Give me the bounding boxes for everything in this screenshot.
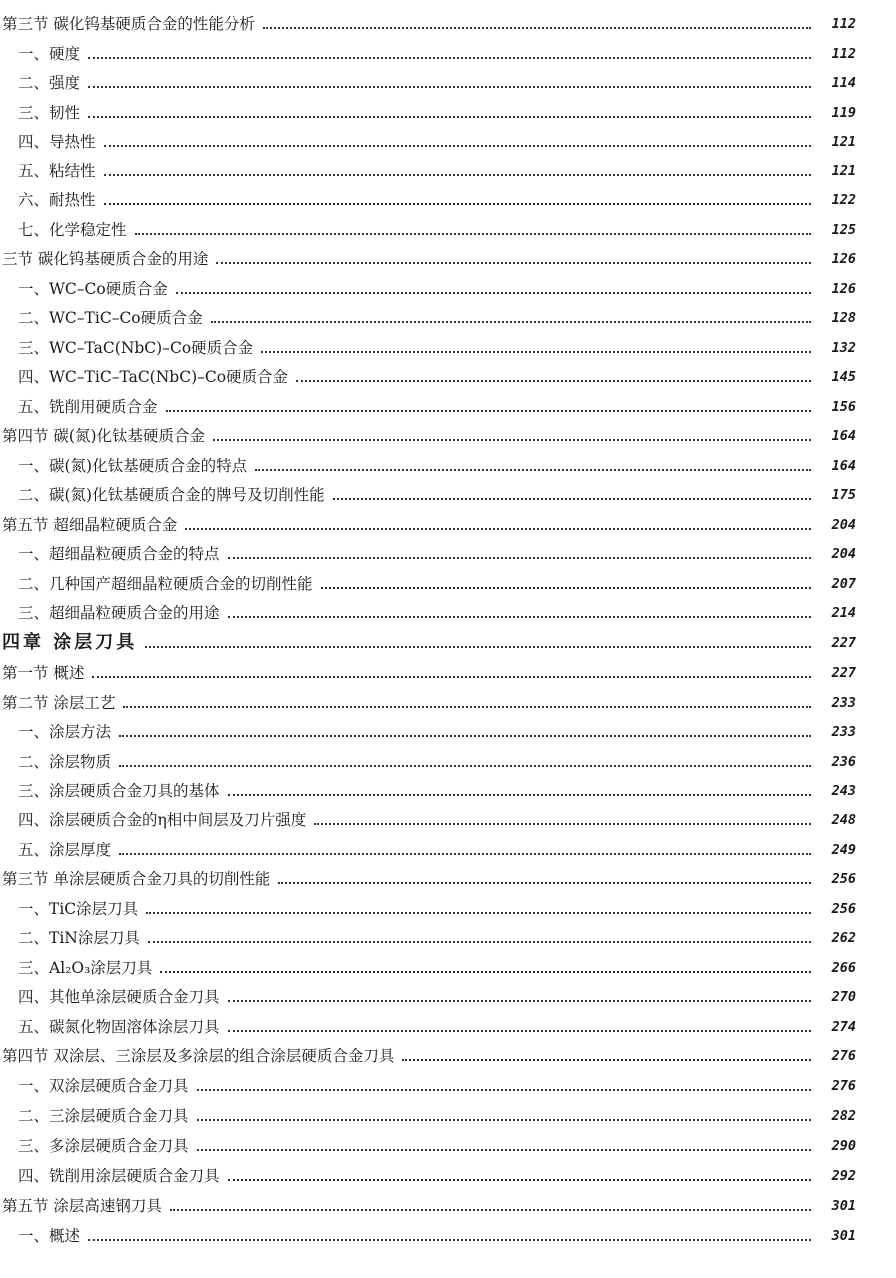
page-number: 233 (831, 724, 856, 740)
toc-section (2, 1040, 856, 1066)
page-number: 175 (831, 487, 856, 503)
toc-entry (18, 834, 856, 860)
toc-entry (18, 1130, 856, 1156)
page-number: 236 (831, 754, 856, 770)
page-number: 156 (831, 399, 856, 415)
toc-title: 四、导热性 (18, 133, 96, 151)
dot-leader (216, 262, 811, 264)
dot-leader (88, 116, 811, 118)
page-number: 132 (831, 340, 856, 356)
dot-leader (119, 853, 811, 855)
toc-entry (18, 214, 856, 240)
dot-leader (261, 351, 811, 353)
toc-section (2, 8, 856, 34)
toc-title: 一、硬度 (18, 45, 81, 63)
toc-entry (18, 952, 856, 978)
page-number: 125 (831, 222, 856, 238)
toc-entry (18, 597, 856, 623)
toc-title: 五、粘结性 (18, 162, 96, 180)
dot-leader (185, 528, 811, 530)
dot-leader (228, 557, 811, 559)
toc-section (2, 509, 856, 535)
page-number: 249 (831, 842, 856, 858)
dot-leader (228, 1030, 811, 1032)
dot-leader (176, 292, 811, 294)
toc-section (2, 420, 856, 446)
toc-title: 第三节 单涂层硬质合金刀具的切削性能 (2, 870, 271, 888)
dot-leader (333, 498, 811, 500)
toc-title: 一、碳(氮)化钛基硬质合金的特点 (18, 457, 248, 475)
page-number: 256 (831, 871, 856, 887)
dot-leader (166, 410, 811, 412)
dot-leader (104, 203, 811, 205)
toc-entry (18, 126, 856, 152)
page-number: 114 (831, 75, 856, 91)
dot-leader (92, 676, 811, 678)
toc-entry (18, 893, 856, 919)
toc-entry (18, 184, 856, 210)
toc-title: 三、多涂层硬质合金刀具 (18, 1137, 189, 1155)
dot-leader (278, 882, 811, 884)
page-number: 121 (831, 163, 856, 179)
toc-title: 一、概述 (18, 1227, 81, 1245)
toc-title: 一、超细晶粒硬质合金的特点 (18, 545, 220, 563)
toc-section (2, 243, 856, 269)
toc-title: 二、强度 (18, 74, 81, 92)
toc-chapter (2, 627, 856, 653)
dot-leader (197, 1119, 811, 1121)
toc-entry (18, 922, 856, 948)
page-number: 248 (831, 812, 856, 828)
toc-section (2, 687, 856, 713)
page-number: 145 (831, 369, 856, 385)
toc-entry (18, 1011, 856, 1037)
toc-title: 一、TiC涂层刀具 (18, 900, 139, 918)
page-number: 301 (831, 1198, 856, 1214)
page-number: 276 (831, 1048, 856, 1064)
page-number: 270 (831, 989, 856, 1005)
dot-leader (197, 1089, 811, 1091)
dot-leader (213, 439, 811, 441)
toc-title: 一、双涂层硬质合金刀具 (18, 1077, 189, 1095)
dot-leader (197, 1149, 811, 1151)
dot-leader (402, 1059, 811, 1061)
toc-title: 四、涂层硬质合金的η相中间层及刀片强度 (18, 811, 307, 829)
toc-title: 三、涂层硬质合金刀具的基体 (18, 782, 220, 800)
dot-leader (263, 27, 811, 29)
toc-title: 五、涂层厚度 (18, 841, 112, 859)
toc-entry (18, 302, 856, 328)
dot-leader (88, 86, 811, 88)
page-number: 227 (831, 665, 856, 681)
toc-entry (18, 775, 856, 801)
page-number: 290 (831, 1138, 856, 1154)
dot-leader (123, 706, 811, 708)
toc-title: 二、三涂层硬质合金刀具 (18, 1107, 189, 1125)
toc-title: 第四节 双涂层、三涂层及多涂层的组合涂层硬质合金刀具 (2, 1047, 395, 1065)
toc-title: 第五节 超细晶粒硬质合金 (2, 516, 178, 534)
toc-title: 二、几种国产超细晶粒硬质合金的切削性能 (18, 575, 313, 593)
page-number: 214 (831, 605, 856, 621)
page-number: 276 (831, 1078, 856, 1094)
toc-title: 四、WC–TiC–TaC(NbC)–Co硬质合金 (18, 368, 289, 386)
page-number: 292 (831, 1168, 856, 1184)
toc-entry (18, 1070, 856, 1096)
toc-title: 五、碳氮化物固溶体涂层刀具 (18, 1018, 220, 1036)
dot-leader (228, 616, 811, 618)
dot-leader (145, 646, 811, 648)
dot-leader (146, 912, 811, 914)
dot-leader (119, 765, 811, 767)
page-number: 112 (831, 16, 856, 32)
toc-title: 第三节 碳化钨基硬质合金的性能分析 (2, 15, 255, 33)
page-number: 256 (831, 901, 856, 917)
page-number: 262 (831, 930, 856, 946)
toc-entry (18, 361, 856, 387)
toc-section (2, 863, 856, 889)
toc-entry (18, 981, 856, 1007)
toc-title: 四章 涂层刀具 (2, 632, 138, 653)
toc-title: 三、韧性 (18, 104, 81, 122)
toc-title: 四、其他单涂层硬质合金刀具 (18, 988, 220, 1006)
toc-title: 三、Al₂O₃涂层刀具 (18, 959, 153, 977)
page-number: 204 (831, 517, 856, 533)
toc-entry (18, 332, 856, 358)
dot-leader (160, 971, 811, 973)
page-number: 128 (831, 310, 856, 326)
page-number: 119 (831, 105, 856, 121)
page-number: 233 (831, 695, 856, 711)
toc-entry (18, 67, 856, 93)
toc-title: 五、铣削用硬质合金 (18, 398, 158, 416)
toc-entry (18, 716, 856, 742)
toc-title: 一、涂层方法 (18, 723, 112, 741)
toc-entry (18, 479, 856, 505)
page-number: 126 (831, 251, 856, 267)
toc-entry (18, 1160, 856, 1186)
dot-leader (119, 735, 811, 737)
toc-entry (18, 746, 856, 772)
toc-title: 二、碳(氮)化钛基硬质合金的牌号及切削性能 (18, 486, 325, 504)
page-number: 243 (831, 783, 856, 799)
toc-title: 一、WC–Co硬质合金 (18, 280, 168, 298)
toc-entry (18, 538, 856, 564)
page-number: 204 (831, 546, 856, 562)
toc-entry (18, 97, 856, 123)
dot-leader (255, 469, 811, 471)
toc-entry (18, 1100, 856, 1126)
page-number: 112 (831, 46, 856, 62)
dot-leader (314, 823, 811, 825)
toc-title: 二、TiN涂层刀具 (18, 929, 140, 947)
dot-leader (148, 941, 811, 943)
toc-title: 七、化学稳定性 (18, 221, 127, 239)
page-number: 164 (831, 458, 856, 474)
dot-leader (228, 794, 811, 796)
toc-title: 第五节 涂层高速钢刀具 (2, 1197, 162, 1215)
page-number: 227 (831, 635, 856, 651)
toc-title: 第一节 概述 (2, 664, 85, 682)
toc-title: 二、涂层物质 (18, 753, 112, 771)
dot-leader (104, 145, 811, 147)
toc-section (2, 657, 856, 683)
page-number: 207 (831, 576, 856, 592)
page-number: 122 (831, 192, 856, 208)
page-number: 121 (831, 134, 856, 150)
page-number: 274 (831, 1019, 856, 1035)
toc-title: 六、耐热性 (18, 191, 96, 209)
toc-title: 三、WC–TaC(NbC)–Co硬质合金 (18, 339, 254, 357)
page-number: 164 (831, 428, 856, 444)
toc-entry (18, 38, 856, 64)
page-number: 282 (831, 1108, 856, 1124)
toc-title: 三、超细晶粒硬质合金的用途 (18, 604, 220, 622)
dot-leader (170, 1209, 811, 1211)
toc-section (2, 1190, 856, 1216)
toc-title: 二、WC–TiC–Co硬质合金 (18, 309, 203, 327)
dot-leader (296, 380, 811, 382)
toc-entry (18, 450, 856, 476)
dot-leader (321, 587, 811, 589)
dot-leader (228, 1179, 811, 1181)
toc-entry (18, 391, 856, 417)
page-number: 301 (831, 1228, 856, 1244)
toc-entry (18, 155, 856, 181)
dot-leader (104, 174, 811, 176)
toc-entry (18, 273, 856, 299)
toc-title: 第二节 涂层工艺 (2, 694, 116, 712)
toc-title: 三节 碳化钨基硬质合金的用途 (2, 250, 209, 268)
page-number: 266 (831, 960, 856, 976)
page-number: 126 (831, 281, 856, 297)
toc-entry (18, 804, 856, 830)
dot-leader (211, 321, 811, 323)
toc-title: 第四节 碳(氮)化钛基硬质合金 (2, 427, 206, 445)
toc-entry (18, 1220, 856, 1246)
dot-leader (88, 1239, 811, 1241)
dot-leader (228, 1000, 811, 1002)
dot-leader (135, 233, 811, 235)
toc-entry (18, 568, 856, 594)
dot-leader (88, 57, 811, 59)
toc-title: 四、铣削用涂层硬质合金刀具 (18, 1167, 220, 1185)
